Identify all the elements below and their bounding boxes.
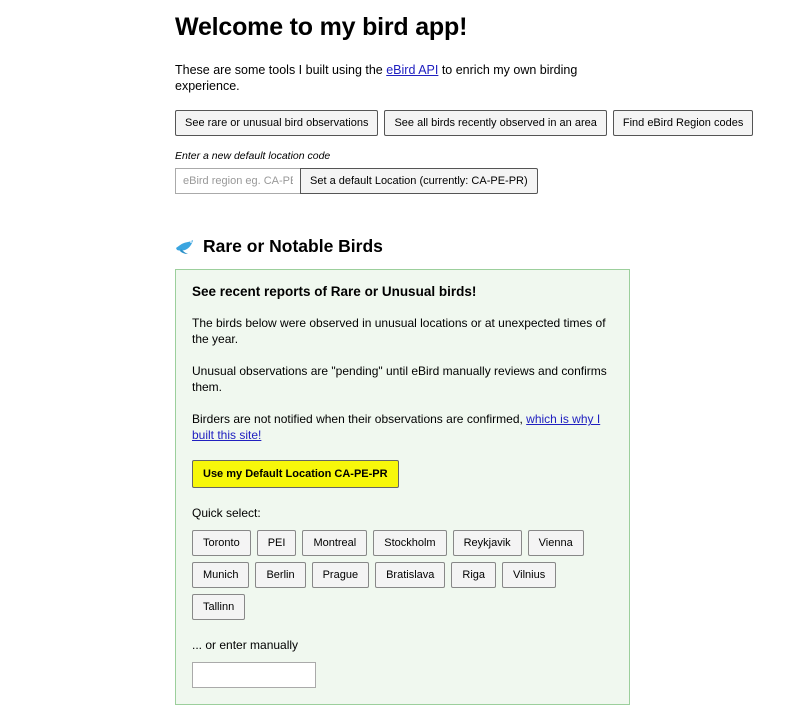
tool-buttons-row [175, 110, 744, 136]
ebird-api-link[interactable]: eBird API [386, 62, 439, 77]
quick-select-chip-toronto[interactable]: Toronto [192, 530, 251, 556]
manual-entry-label: ... or enter manually [192, 637, 299, 652]
panel-paragraph-3 [192, 412, 613, 443]
quick-select-chip-vienna[interactable]: Vienna [528, 530, 584, 556]
intro-text-before: These are some tools I built using the [175, 62, 387, 77]
rare-observations-button[interactable]: See rare or unusual bird observations [175, 110, 378, 136]
intro-text-after: to enrich my own birding experience. [175, 62, 578, 93]
panel-paragraph-1: The birds below were observed in unusual locations or at unexpected times of the year. [192, 316, 606, 346]
intro-paragraph [175, 62, 635, 95]
quick-select-chip-stockholm[interactable]: Stockholm [373, 530, 446, 556]
why-i-built-this-link[interactable]: which is why I built this site! [192, 412, 601, 443]
quick-select-chip-tallinn[interactable]: Tallinn [192, 594, 245, 620]
section-heading [175, 236, 635, 257]
quick-select-chip-munich[interactable]: Munich [192, 562, 249, 588]
quick-select-chip-berlin[interactable]: Berlin [255, 562, 305, 588]
main-content [175, 0, 744, 705]
all-birds-button[interactable]: See all birds recently observed in an area [384, 110, 606, 136]
panel-paragraph-2: Unusual observations are "pending" until eBird manually reviews and confirms them. [192, 364, 607, 394]
quick-select-chip-pei[interactable]: PEI [257, 530, 297, 556]
find-region-codes-button[interactable]: Find eBird Region codes [613, 110, 753, 136]
quick-select-chips [192, 530, 612, 620]
default-location-hint: Enter a new default location code [175, 150, 331, 163]
quick-select-chip-bratislava[interactable]: Bratislava [375, 562, 445, 588]
quick-select-chip-vilnius[interactable]: Vilnius [502, 562, 556, 588]
panel-heading: See recent reports of Rare or Unusual birds! [192, 284, 477, 300]
quick-select-label: Quick select: [192, 505, 261, 520]
bird-icon [175, 239, 195, 255]
page-title: Welcome to my bird app! [175, 13, 468, 41]
quick-select-chip-reykjavik[interactable]: Reykjavik [453, 530, 522, 556]
manual-region-input[interactable] [192, 662, 316, 688]
manual-entry-row [192, 662, 613, 688]
panel-paragraph-3-text: Birders are not notified when their observations are confirmed, [192, 412, 527, 427]
quick-select-chip-riga[interactable]: Riga [451, 562, 496, 588]
use-default-location-button[interactable]: Use my Default Location CA-PE-PR [192, 460, 399, 488]
quick-select-chip-montreal[interactable]: Montreal [302, 530, 367, 556]
rare-birds-panel [175, 269, 630, 705]
default-location-row [175, 168, 635, 194]
default-location-input[interactable] [175, 168, 300, 194]
quick-select-chip-prague[interactable]: Prague [312, 562, 369, 588]
section-title-text: Rare or Notable Birds [203, 236, 383, 257]
set-default-location-button[interactable]: Set a default Location (currently: CA-PE-PR) [300, 168, 538, 194]
